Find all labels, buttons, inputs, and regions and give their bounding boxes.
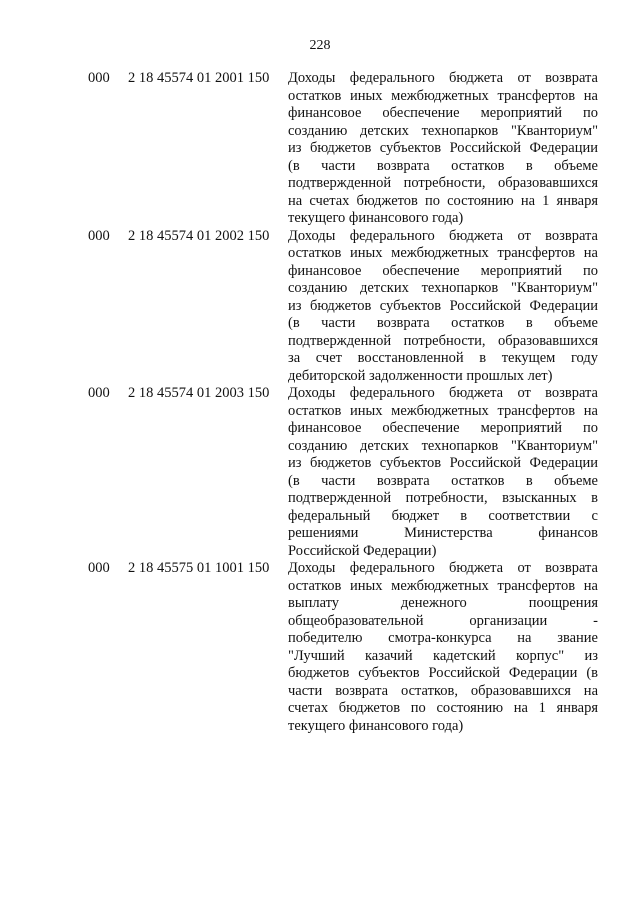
budget-code-entry bbox=[88, 70, 608, 228]
description-line: Российской Федерации) bbox=[288, 542, 437, 559]
description-line: (в части возврата остатков в объеме bbox=[288, 315, 598, 331]
description-line: общеобразовательной организации - bbox=[288, 612, 598, 629]
description-line: решениями Министерства финансов bbox=[288, 525, 598, 541]
description-line: финансовое обеспечение мероприятий по bbox=[288, 262, 598, 279]
description-line: остатков иных межбюджетных трансфертов на bbox=[288, 245, 598, 261]
description-line: (в части возврата остатков в объеме bbox=[288, 157, 598, 174]
description-line: созданию детских технопарков "Кванториум" bbox=[288, 437, 598, 454]
income-description bbox=[288, 70, 598, 228]
classification-code: 2 18 45574 01 2002 150 bbox=[128, 227, 270, 244]
description-line: (в части возврата остатков в объеме bbox=[288, 472, 598, 489]
description-line: подтвержденной потребности, взысканных в bbox=[288, 490, 598, 506]
budget-code-entry bbox=[88, 228, 608, 386]
description-line: финансовое обеспечение мероприятий по bbox=[288, 420, 598, 436]
description-line: бюджетов субъектов Российской Федерации (в bbox=[288, 665, 598, 681]
description-line: счетах бюджетов по состоянию на 1 января bbox=[288, 700, 598, 716]
page-number: 228 bbox=[309, 38, 331, 53]
description-line: Доходы федерального бюджета от возврата bbox=[288, 560, 598, 576]
description-line: подтвержденной потребности, образовавшихся bbox=[288, 332, 598, 349]
description-line: победителю смотра-конкурса на звание bbox=[288, 630, 598, 646]
description-line: части возврата остатков, образовавшихся на bbox=[288, 682, 598, 699]
admin-code: 000 bbox=[88, 70, 110, 86]
admin-code: 000 bbox=[88, 385, 110, 401]
income-description bbox=[288, 228, 598, 386]
admin-code: 000 bbox=[88, 560, 110, 576]
description-line: созданию детских технопарков "Кванториум" bbox=[288, 280, 598, 296]
description-line: остатков иных межбюджетных трансфертов на bbox=[288, 402, 598, 419]
description-line: созданию детских технопарков "Кванториум" bbox=[288, 122, 598, 139]
income-description bbox=[288, 560, 598, 735]
description-line: из бюджетов субъектов Российской Федерации bbox=[288, 140, 598, 156]
description-line: Доходы федерального бюджета от возврата bbox=[288, 70, 598, 86]
description-line: текущего финансового года) bbox=[288, 717, 464, 734]
classification-code: 2 18 45574 01 2003 150 bbox=[128, 385, 270, 401]
description-line: федеральный бюджет в соответствии с bbox=[288, 507, 598, 524]
income-description bbox=[288, 385, 598, 560]
classification-code: 2 18 45575 01 1001 150 bbox=[128, 560, 270, 576]
description-line: из бюджетов субъектов Российской Федерации bbox=[288, 455, 598, 471]
description-line: Доходы федерального бюджета от возврата bbox=[288, 385, 598, 401]
description-line: финансовое обеспечение мероприятий по bbox=[288, 105, 598, 121]
description-line: дебиторской задолженности прошлых лет) bbox=[288, 367, 553, 384]
admin-code: 000 bbox=[88, 227, 110, 244]
description-line: остатков иных межбюджетных трансфертов на bbox=[288, 87, 598, 104]
description-line: Доходы федерального бюджета от возврата bbox=[288, 227, 598, 244]
budget-code-entry bbox=[88, 385, 608, 560]
description-line: на счетах бюджетов по состоянию на 1 января bbox=[288, 192, 598, 209]
budget-code-entry bbox=[88, 560, 608, 735]
description-line: подтвержденной потребности, образовавшихся bbox=[288, 175, 598, 191]
description-line: за счет восстановленной в текущем году bbox=[288, 350, 598, 366]
classification-code: 2 18 45574 01 2001 150 bbox=[128, 70, 270, 86]
description-line: текущего финансового года) bbox=[288, 210, 464, 226]
budget-code-list bbox=[88, 70, 608, 735]
description-line: остатков иных межбюджетных трансфертов на bbox=[288, 577, 598, 594]
description-line: из бюджетов субъектов Российской Федерации bbox=[288, 297, 598, 314]
description-line: выплату денежного поощрения bbox=[288, 595, 598, 611]
description-line: "Лучший казачий кадетский корпус" из bbox=[288, 647, 598, 664]
